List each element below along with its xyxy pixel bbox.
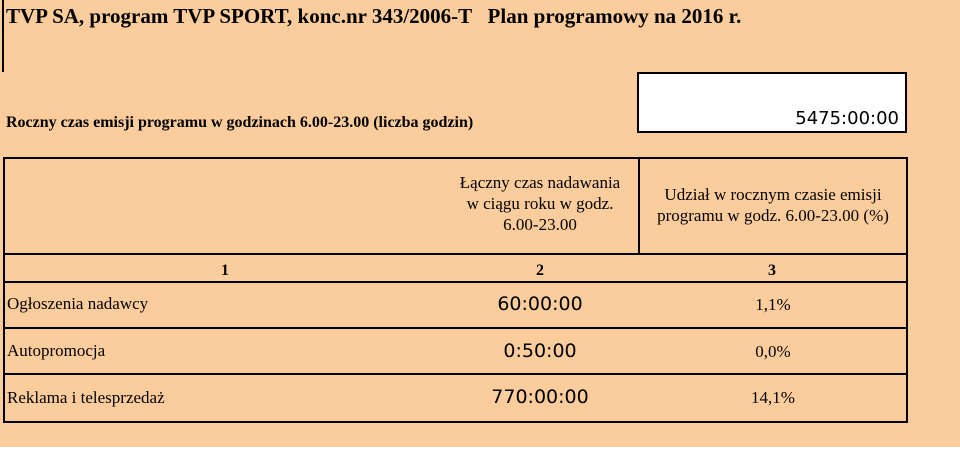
page-title: TVP SA, program TVP SPORT, konc.nr 343/2006-T Plan programowy na 2016 r. [6,4,742,28]
row-time-autopromocja[interactable]: 0:50:00 [503,340,577,362]
annual-hours-label: Roczny czas emisji programu w godzinach 6.00-23.00 (liczba godzin) [6,114,474,131]
row-divider [3,373,908,375]
header-line: Udział w rocznym czasie emisji [664,185,882,204]
header-line: Łączny czas nadawania [459,173,621,192]
numbers-bottom-line [3,281,908,283]
column-number-1: 1 [221,262,229,279]
title-border [2,0,4,72]
column-header-total-time [440,172,640,235]
row-label-reklama: Reklama i telesprzedaż [7,388,165,407]
column-header-share [640,184,906,226]
column-number-3: 3 [768,262,776,279]
column-number-2: 2 [536,262,544,279]
row-share-ogloszenia[interactable]: 1,1% [755,295,791,314]
row-time-ogloszenia[interactable]: 60:00:00 [497,293,583,315]
row-label-autopromocja: Autopromocja [7,341,106,360]
header-line: 6.00-23.00 [503,215,577,234]
row-label-ogloszenia: Ogłoszenia nadawcy [7,294,149,313]
header-line: programu w godz. 6.00-23.00 (%) [657,206,889,225]
bottom-margin [0,447,960,455]
annual-hours-cell[interactable] [637,72,907,133]
row-share-reklama[interactable]: 14,1% [751,388,795,407]
row-share-autopromocja[interactable]: 0,0% [755,342,791,361]
header-bottom-line [3,253,908,255]
header-line: w ciągu roku w godz. [466,194,614,213]
annual-hours-value: 5475:00:00 [795,108,899,129]
row-divider [3,327,908,329]
row-time-reklama[interactable]: 770:00:00 [491,386,589,408]
